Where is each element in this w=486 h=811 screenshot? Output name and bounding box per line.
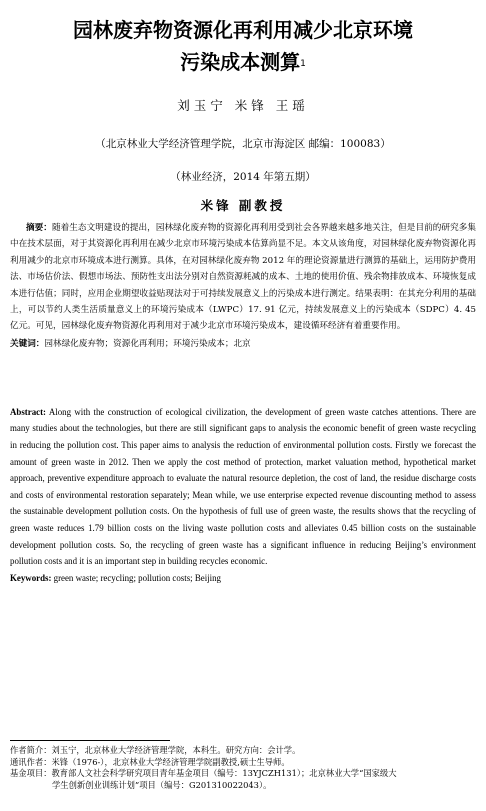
keywords-english <box>10 570 476 586</box>
keywords-chinese-label: 关键词： <box>10 338 45 349</box>
abstract-chinese-text: 随着生态文明建设的提出，园林绿化废弃物的资源化再利用受到社会各界越来越多地关注，但是目前的研究多集中在技术层面，对于其资源化再利用在减少北京市环境污染成本估算尚显不足。本文从该角度，对园林绿化废弃物资源化再利用减少的北京市环境成本进行测算。具体，在对园林绿化废弃物 2012 年的理论资源量进行测算的基础上，运用防护费用法、市场估价法、假想市场法、预防性支出法分别对自然资源耗减的成本、土地的使用价值、残余物排放成本、环境恢复成本进行估值；同时，应用企业期望收益贴现法对于可持续发展意义上的污染成本进行测定。结果表明：在其充分利用的基础上，可以节约人类生活质量意义上的环境污染成本（LWPC）17. 91 亿元，持续发展意义上的污染成本（SDPC）4. 45 亿元。可见，园林绿化废弃物资源化再利用对于减少北京市环境污染成本，建设循环经济有着重要作用。 <box>10 223 476 332</box>
abstract-chinese-label: 摘要： <box>26 223 52 233</box>
keywords-chinese-text: 园林绿化废弃物；资源化再利用；环境污染成本；北京 <box>44 338 251 349</box>
abstract-english-text: Along with the construction of ecological civilization, the development of green waste catches attentions. There are many studies about the technologies, but there are still significant gaps to analysis the economic benefit of green waste recycling in reducing the pollution cost. This paper aims to analysis the reduction of environmental pollution costs. Firstly we forecast the amount of green waste in 2012. Then we apply the cost method of protection, market valuation method, hypothetical market approach, preventive expenditure approach to evaluate the natural resource depletion, the cost of land, the residue discharge costs and costs of environmental restoration separately; Mean while, we use enterprise expected revenue discounting method to assess the sustainable development pollution costs. On the hypothesis of full use of green waste, the results shows that the recycling of green waste reduces 1.79 billion costs on the living waste pollution costs and alleviates 0.45 billion costs on the sustainable development pollution costs. So, the recycling of green waste has a significant influence in reducing Beijing’s environment pollution costs and it is an important step in building recycles economic. <box>10 406 476 567</box>
paper-title-line2 <box>10 46 476 78</box>
footnote-funding-line1: 基金项目：教育部人文社会科学研究项目青年基金项目（编号：13YJCZH131）；北京林业大学“国家级大 <box>10 768 397 778</box>
footnote-author-intro: 作者简介：刘玉宁，北京林业大学经济管理学院，本科生。研究方向：会计学。 <box>10 745 301 755</box>
footnotes <box>10 740 476 791</box>
footnote-funding-line2: 学生创新创业训练计划”项目（编号：G201310022043）。 <box>52 779 272 790</box>
abstract-english-label: Abstract: <box>10 406 46 417</box>
abstract-chinese <box>10 220 476 335</box>
keywords-english-label: Keywords: <box>10 572 52 583</box>
journal-info: （林业经济，2014 年第五期） <box>170 171 316 183</box>
paper-title-line1: 园林废弃物资源化再利用减少北京环境 <box>73 18 413 42</box>
keywords-chinese <box>10 336 476 352</box>
affiliation: （北京林业大学经济管理学院，北京市海淀区 邮编：100083） <box>95 138 391 150</box>
authors: 刘玉宁 米锋 王瑶 <box>177 98 309 113</box>
footnote-rule <box>10 740 170 741</box>
keywords-english-text: green waste; recycling; pollution costs; Beijing <box>53 572 221 583</box>
title-footnote-mark: 1 <box>300 59 306 69</box>
footnote-corresponding: 通讯作者：米锋（1976-），北京林业大学经济管理学院副教授,硕士生导师。 <box>10 756 290 767</box>
abstract-english <box>10 404 476 570</box>
title-line2-text: 污染成本测算 <box>180 50 301 74</box>
editor-name: 米锋 副教授 <box>200 198 286 213</box>
